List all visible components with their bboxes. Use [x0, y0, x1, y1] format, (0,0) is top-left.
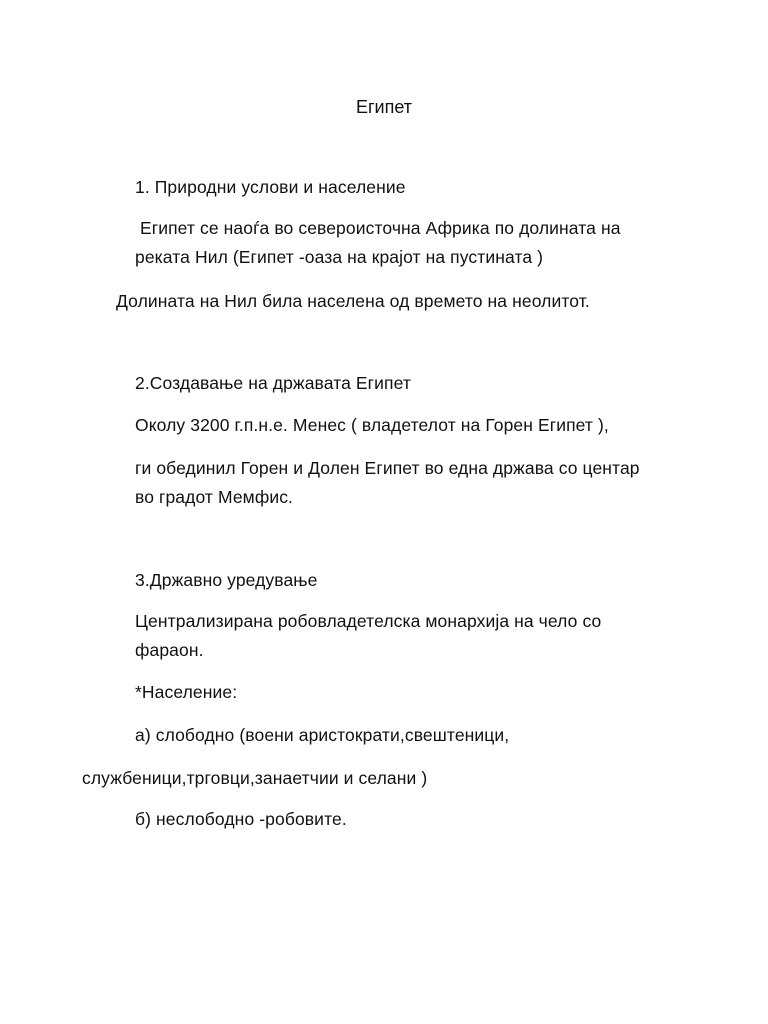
section1-heading: 1. Природни услови и население [135, 177, 406, 197]
section2-paragraph2-line1: ги обединил Горен и Долен Египет во една држава со центар [135, 458, 640, 478]
population-item-a-line1: а) слободно (воени аристократи,свештеници, [135, 725, 510, 745]
section1-paragraph1-line2: реката Нил (Египет -оаза на крајот на пустината ) [135, 247, 544, 267]
section2-heading: 2.Создавање на државата Египет [135, 373, 411, 393]
section2-paragraph1: Околу 3200 г.п.н.е. Менес ( владетелот на Горен Египет ), [135, 415, 609, 435]
section3-paragraph1-line1: Централизирана робовладетелска монархија на чело со [135, 611, 602, 631]
document-title: Египет [355, 97, 413, 117]
population-item-a-line2: службеници,трговци,занаетчии и селани ) [82, 768, 428, 788]
population-item-b: б) неслободно -робовите. [135, 809, 347, 829]
section1-paragraph2: Долината на Нил била населена од времето на неолитот. [116, 291, 590, 311]
section3-heading: 3.Државно уредување [135, 570, 318, 590]
section2-paragraph2-line2: во градот Мемфис. [135, 487, 294, 507]
section3-paragraph1-line2: фараон. [135, 640, 204, 660]
section1-paragraph1-line1: Египет се наоѓа во североисточна Африка по долината на [135, 218, 621, 238]
population-label: *Население: [135, 682, 238, 702]
